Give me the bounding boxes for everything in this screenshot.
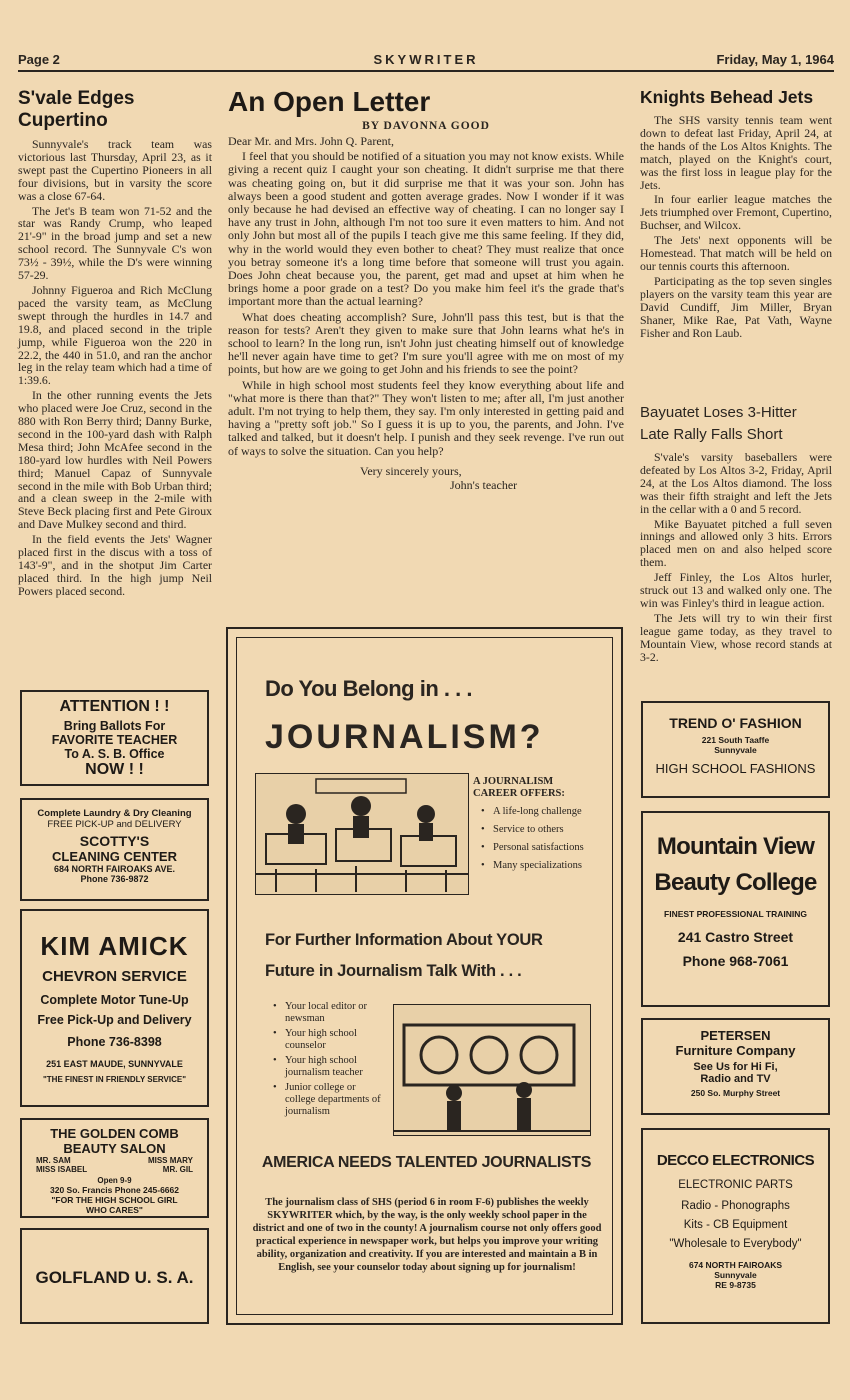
paragraph: S'vale's varsity baseballers were defeated by Los Altos 3-2, Friday, April 24, at the Los Altos diamond. The loss was their fifth straight and left the Jets in the cellar with a 0 and 5 record.: [640, 450, 832, 516]
track-headline: S'vale Edges Cupertino: [18, 88, 135, 131]
page-header: [18, 52, 834, 68]
ad-line: Sunnyvale: [714, 1270, 757, 1280]
offers-list: [481, 806, 593, 872]
ad-line: NOW ! !: [85, 761, 144, 778]
ad-line: 320 So. Francis Phone 245-6662: [50, 1185, 179, 1195]
track-body: [18, 138, 212, 598]
letter-body: [228, 135, 624, 458]
ad-line: Open 9-9: [97, 1176, 132, 1185]
ad-line: Radio and TV: [700, 1073, 771, 1085]
contact-item: • Junior college or college departments of journalism: [273, 1082, 383, 1118]
ad-line: 221 South Taaffe: [701, 735, 770, 745]
page-number: Page 2: [18, 52, 60, 67]
baseball-headline-2: Late Rally Falls Short: [640, 426, 783, 443]
ad-line: MR. SAM: [36, 1156, 71, 1165]
letter-signature: John's teacher: [450, 477, 518, 492]
paragraph: Participating as the top seven singles players on the varsity team this year are David Cundiff, Jim Miller, Bryan Shaner, Mike Rae, Pat Vath, Wayne Fisher and Ron Laub.: [640, 273, 832, 340]
tennis-article: [640, 86, 832, 339]
ad-line: FINEST PROFESSIONAL TRAINING: [664, 909, 807, 919]
further-info-2: Future in Journalism Talk With . . .: [265, 962, 522, 980]
paragraph: What does cheating accomplish? Sure, John'll pass this test, but is that the reason for tests? Aren't they given to make sure that John learns what he's in school to learn? In the long run, isn't John just cheating himself out of knowledge he'll never again have time to get? I'm sure you'll agree with me on most of my points, but how are we going to get John and his friends to see the point?: [228, 309, 624, 377]
paper-name: SKYWRITER: [373, 52, 479, 67]
journalism-ad-frame: [236, 637, 613, 1315]
offer-item: • A life-long challenge: [481, 806, 593, 818]
ad-line: PETERSEN: [700, 1028, 771, 1043]
offer-item: • Many specializations: [481, 860, 593, 872]
ad-heading-2: JOURNALISM?: [265, 718, 544, 756]
ad-line: Mountain View: [656, 833, 815, 860]
letter-headline: An Open Letter: [228, 86, 431, 117]
ad-line: "Wholesale to Everybody": [669, 1238, 802, 1250]
golfland-ad: [20, 1228, 209, 1324]
ad-line: Phone 968-7061: [682, 953, 789, 969]
paragraph: In the field events the Jets' Wagner placed first in the discus with a toss of 143'-9", and in the shotput Jim Carter placed third. In the high jump Neil Powers placed second.: [18, 532, 212, 598]
ad-line: 250 So. Murphy Street: [690, 1088, 781, 1098]
ad-line: WHO CARES": [86, 1205, 143, 1215]
ad-line: CLEANING CENTER: [52, 849, 177, 864]
ad-line: DECCO ELECTRONICS: [656, 1152, 815, 1169]
ad-line: SCOTTY'S: [79, 833, 150, 849]
ad-line: ATTENTION ! !: [59, 698, 170, 715]
ad-heading-1: Do You Belong in . . .: [265, 676, 472, 701]
paragraph: Mike Bayuatet pitched a full seven innings and allowed only 3 hits. Errors placed men on and also helped score them.: [640, 516, 832, 570]
paragraph: In four earlier league matches the Jets triumphed over Fremont, Cupertino, Buchser, and Wilcox.: [640, 192, 832, 233]
header-rule: [18, 70, 834, 72]
paragraph: In the other running events the Jets who placed were Joe Cruz, second in the 880 with Ron Berry third; Danny Burke, second in the 100-yard dash with Ralph Mesa third; John McAfee second in the 180-yard low hurdles with Neil Powers third; Manuel Capaz of Sunnyvale second in the mile with Bob Urban third; and a clean sweep in the 2-mile with Steve Beck placing first and Pete Giroux and Dave Mulkey second and third.: [18, 388, 212, 532]
paragraph: The Jet's B team won 71-52 and the star was Randy Crump, who leaped 21'-9" in the broad jump and set a new school record. The Sunnyvale C's won 73½ - 39½, while the D's were winning 57-29.: [18, 203, 212, 283]
ad-line: Radio - Phonographs: [681, 1200, 790, 1212]
journalism-ad: [226, 627, 623, 1325]
issue-date: Friday, May 1, 1964: [716, 52, 834, 67]
ad-line: BEAUTY SALON: [63, 1141, 166, 1156]
track-article: [18, 88, 212, 598]
ad-line: See Us for Hi Fi,: [693, 1061, 778, 1073]
ad-line: THE GOLDEN COMB: [50, 1126, 179, 1141]
kim-amick-ad: [20, 909, 209, 1107]
ad-line: Beauty College: [654, 869, 817, 896]
ad-line: Kits - CB Equipment: [683, 1219, 788, 1231]
ad-body: The journalism class of SHS (period 6 in room F-6) publishes the weekly SKYWRITER which, by the way, is the only weekly school paper in the district and one of two in the county! A journalism course not only offers good practical experience in newspaper work, but helps you improve your writing ability, organization and creativity. If you are interested and maintain a B in English, see your counselor today about signing up for journalism!: [252, 1197, 602, 1273]
ad-line: To A. S. B. Office: [64, 747, 165, 761]
ad-line: MISS MARY: [147, 1156, 193, 1165]
ad-line: CHEVRON SERVICE: [42, 968, 187, 985]
ad-line: 684 NORTH FAIROAKS AVE.: [53, 864, 176, 874]
ad-line: Sunnyvale: [714, 745, 757, 755]
offer-item: • Personal satisfactions: [481, 842, 593, 854]
ad-line: TREND O' FASHION: [669, 715, 802, 731]
contacts-list: [273, 1001, 383, 1118]
salutation: Dear Mr. and Mrs. John Q. Parent,: [228, 134, 394, 148]
letter-byline: BY DAVONNA GOOD: [362, 120, 490, 132]
paragraph: Johnny Figueroa and Rich McClung paced the varsity team, as McClung swept through the hurdles in 14.7 and 19.8, and placed second in the triple jump, while Figueroa won the 220 in 22.2, the 440 in 51.0, and ran the anchor leg in the relay team which had a time of 1:39.6.: [18, 282, 212, 388]
newsroom-drawing: [256, 774, 468, 894]
attention-ad: [20, 690, 209, 786]
ad-line: FREE PICK-UP and DELIVERY: [47, 819, 182, 830]
ad-line: Free Pick-Up and Delivery: [37, 1013, 192, 1027]
ad-line: KIM AMICK: [40, 931, 189, 961]
open-letter-article: [228, 86, 624, 492]
ad-line: Complete Motor Tune-Up: [40, 993, 189, 1007]
ad-line: Bring Ballots For: [63, 719, 166, 733]
ad-line: 251 EAST MAUDE, SUNNYVALE: [46, 1059, 183, 1069]
contact-item: • Your high school counselor: [273, 1028, 383, 1052]
golden-comb-ad: [20, 1118, 209, 1218]
ad-line: RE 9-8735: [715, 1280, 756, 1290]
paragraph: The Jets' next opponents will be Homestead. That match will be held on our tennis courts this afternoon.: [640, 233, 832, 273]
ad-slogan: AMERICA NEEDS TALENTED JOURNALISTS: [261, 1154, 592, 1171]
ad-line: 241 Castro Street: [677, 929, 794, 945]
baseball-body: [640, 451, 832, 664]
paragraph: The SHS varsity tennis team went down to defeat last Friday, April 24, at the hands of the Los Altos Knights. The match, played on the Knight's court, was the first loss in league play for the Jets.: [640, 113, 832, 192]
contact-item: • Your high school journalism teacher: [273, 1055, 383, 1079]
newsroom-illustration: [255, 773, 469, 895]
ad-line: "THE FINEST IN FRIENDLY SERVICE": [42, 1075, 187, 1084]
printing-press-drawing: [394, 1005, 590, 1135]
ad-line: MISS ISABEL: [36, 1165, 88, 1174]
ad-line: MR. GIL: [162, 1165, 193, 1174]
offer-item: • Service to others: [481, 824, 593, 836]
paragraph: Jeff Finley, the Los Altos hurler, struck out 13 and walked only one. The win was Finley's third in league action.: [640, 570, 832, 610]
beauty-college-ad: [641, 811, 830, 1007]
petersen-ad: [641, 1018, 830, 1115]
offers-title: A JOURNALISM CAREER OFFERS:: [473, 776, 565, 799]
scottys-ad: [20, 798, 209, 901]
letter-closing: Very sincerely yours,: [360, 463, 462, 478]
paragraph: I feel that you should be notified of a situation you may not know exists. While giving a recent quiz I caught your son cheating. It didn't surprise me that there was cheating going on, but it did surprise me that it was your son. John has always been a good student and gotten average grades. Now I wonder if it was only because he had devised an effective way of cheating. I can no longer say I have any trust in John, although I'm not too sure it even matters to him. And not only John but most all of the pupils I teach give me this same feeling. If they did, why in the world would they even bother to cheat? They must realize that once you betray someone it's a long time before that someone will trust you again. Does John cheat because you, the parent, get mad and upset at him when he brings home a poor grade on a test? Do you make him feel it's the grade that's important more than the actual learning?: [228, 149, 624, 309]
trend-fashion-ad: [641, 701, 830, 798]
ad-line: 674 NORTH FAIROAKS: [688, 1260, 783, 1270]
further-info-1: For Further Information About YOUR: [265, 931, 543, 949]
ad-line: GOLFLAND U. S. A.: [35, 1268, 194, 1287]
ad-line: "FOR THE HIGH SCHOOL GIRL: [51, 1195, 178, 1205]
baseball-article: [640, 402, 832, 664]
tennis-headline: Knights Behead Jets: [640, 87, 814, 107]
ad-line: Complete Laundry & Dry Cleaning: [37, 808, 192, 819]
ad-line: FAVORITE TEACHER: [51, 733, 178, 747]
ad-line: Phone 736-9872: [80, 874, 149, 884]
paragraph: Sunnyvale's track team was victorious last Thursday, April 23, as it swept past the Cupertino Pioneers in all four divisions, but in varsity the score was a close 67-64.: [18, 137, 212, 203]
paragraph: The Jets will try to win their first league game today, as they travel to Mountain View, whose record stands at 3-2.: [640, 610, 832, 664]
ad-line: ELECTRONIC PARTS: [678, 1179, 793, 1191]
contact-item: • Your local editor or newsman: [273, 1001, 383, 1025]
ad-line: HIGH SCHOOL FASHIONS: [655, 761, 816, 776]
ad-line: Furniture Company: [675, 1043, 796, 1058]
tennis-body: [640, 114, 832, 339]
paragraph: While in high school most students feel they know everything about life and "what more is there than that?" They won't listen to me; after all, I'm just another adult. I'm not trying to help them, they say. I'm only interested in getting paid and having a "pretty soft job." So I guess it is up to you, the parents, and John. I've talked and talked, but it doesn't help. I punish and they seek revenge. I've run out of ways to solve the situation. Can you help?: [228, 377, 624, 458]
ad-line: Phone 736-8398: [67, 1035, 162, 1049]
baseball-headline-1: Bayuatet Loses 3-Hitter: [640, 404, 797, 421]
decco-ad: [641, 1128, 830, 1324]
printing-press-illustration: [393, 1004, 591, 1136]
